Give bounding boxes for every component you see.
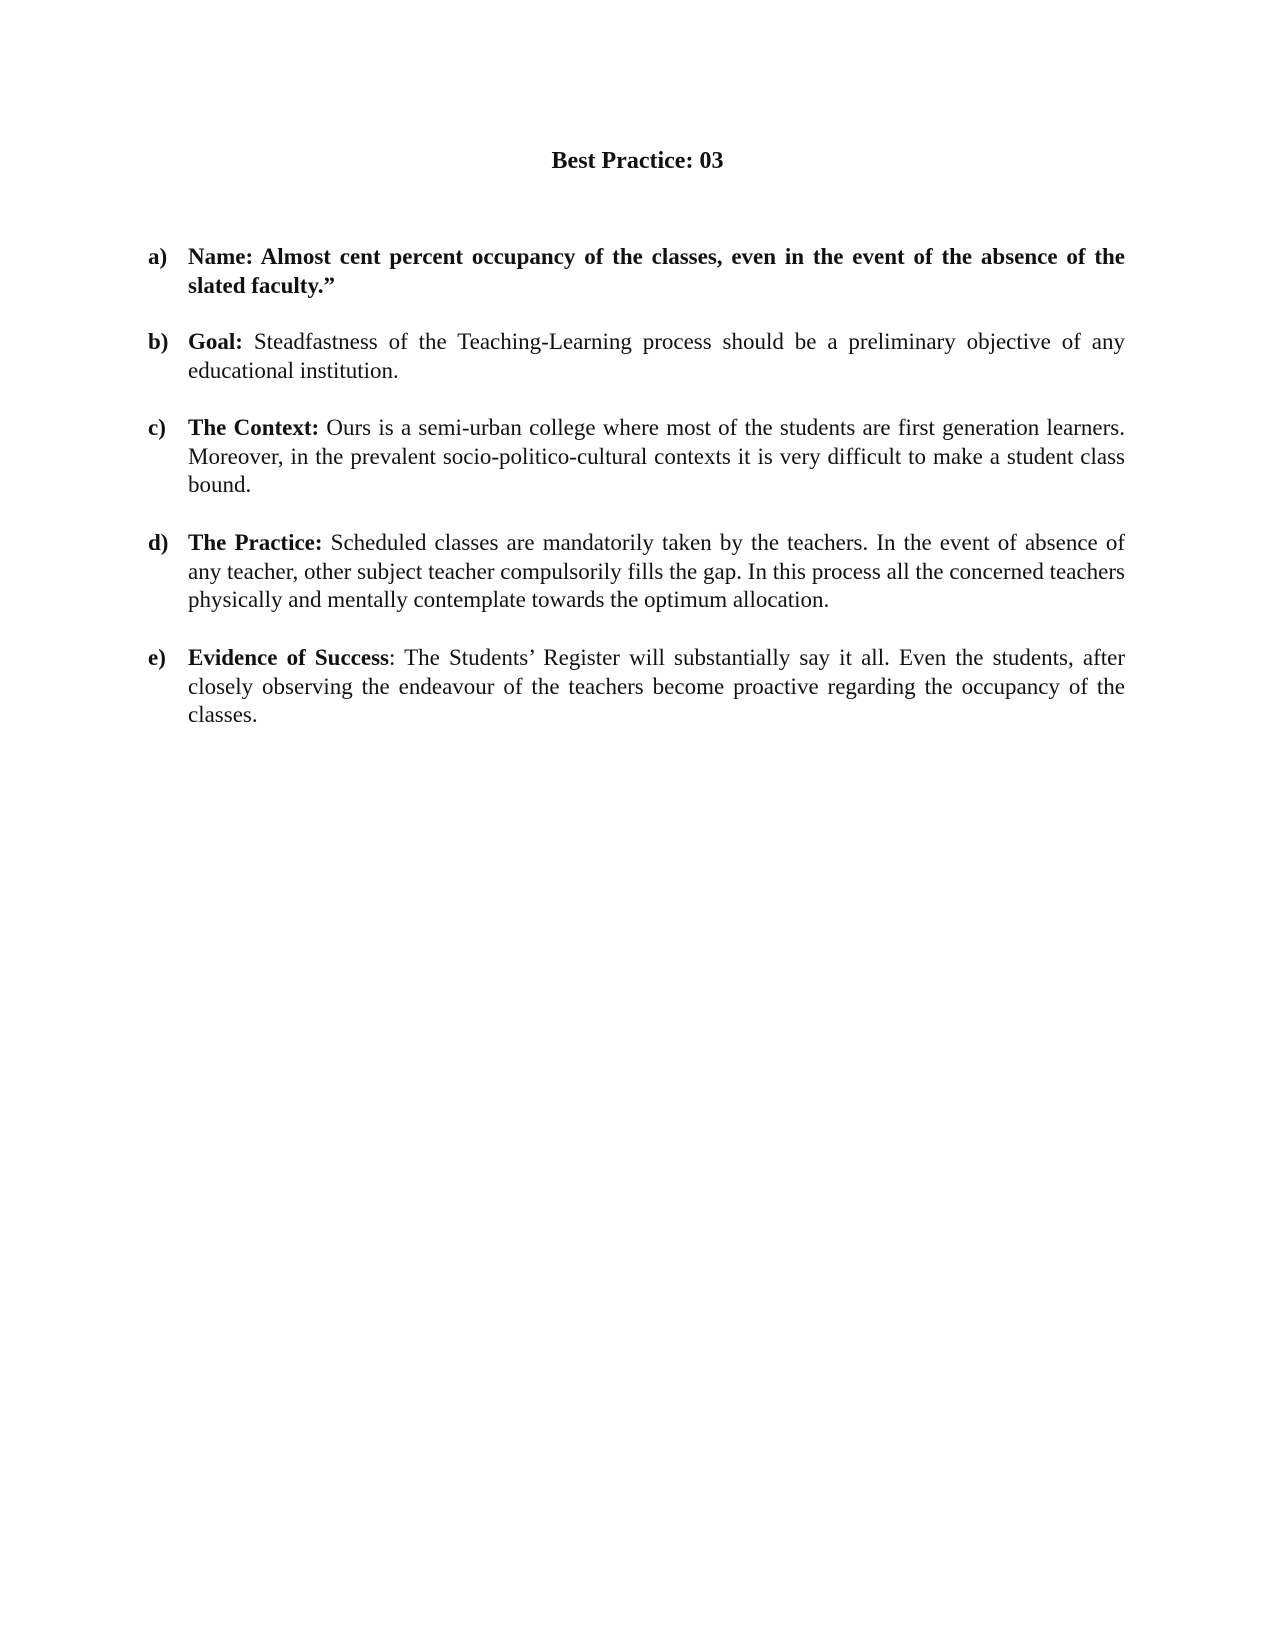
list-item-evidence [148,644,1125,730]
list-item-goal [148,328,1125,385]
item-text: Scheduled classes are mandatorily taken by the teachers. In the event of absence of any teacher, other subject teacher compulsorily fills the gap. In this process all the concerned teachers physically and mentally contemplate towards the optimum allocation. [188,530,1126,612]
list-marker: e) [148,645,166,670]
item-text: : The Students’ Register will substantially say it all. Even the students, after closely observing the endeavour of the teachers become proactive regarding the occupancy of the classes. [188,645,1125,727]
list-item-body [188,243,1125,300]
list-item-context [148,414,1125,500]
item-label: Name: [188,244,254,269]
list-marker: a) [148,244,168,269]
item-text: Ours is a semi-urban college where most of the students are first generation learners. Moreover, in the prevalent socio-politico-cultural contexts it is very difficult to make a student class bound. [188,415,1125,497]
list-item-practice [148,529,1125,615]
item-label: The Context: [188,415,320,440]
list-marker: d) [148,530,169,555]
list-marker: c) [148,415,166,440]
list-marker: b) [148,329,169,354]
item-text: Almost cent percent occupancy of the classes, even in the event of the absence of the slated faculty.” [188,244,1125,298]
page-title: Best Practice: 03 [551,148,724,174]
list-item-body [188,414,1125,500]
item-label: Goal: [188,329,243,354]
item-label: The Practice: [188,530,323,555]
list-item-body [188,328,1125,385]
list-item-body [188,529,1125,615]
item-text: Steadfastness of the Teaching-Learning process should be a preliminary objective of any educational institution. [188,329,1125,383]
list-item-name [148,243,1125,300]
list-item-body [188,644,1125,730]
item-label: Evidence of Success [188,645,389,670]
